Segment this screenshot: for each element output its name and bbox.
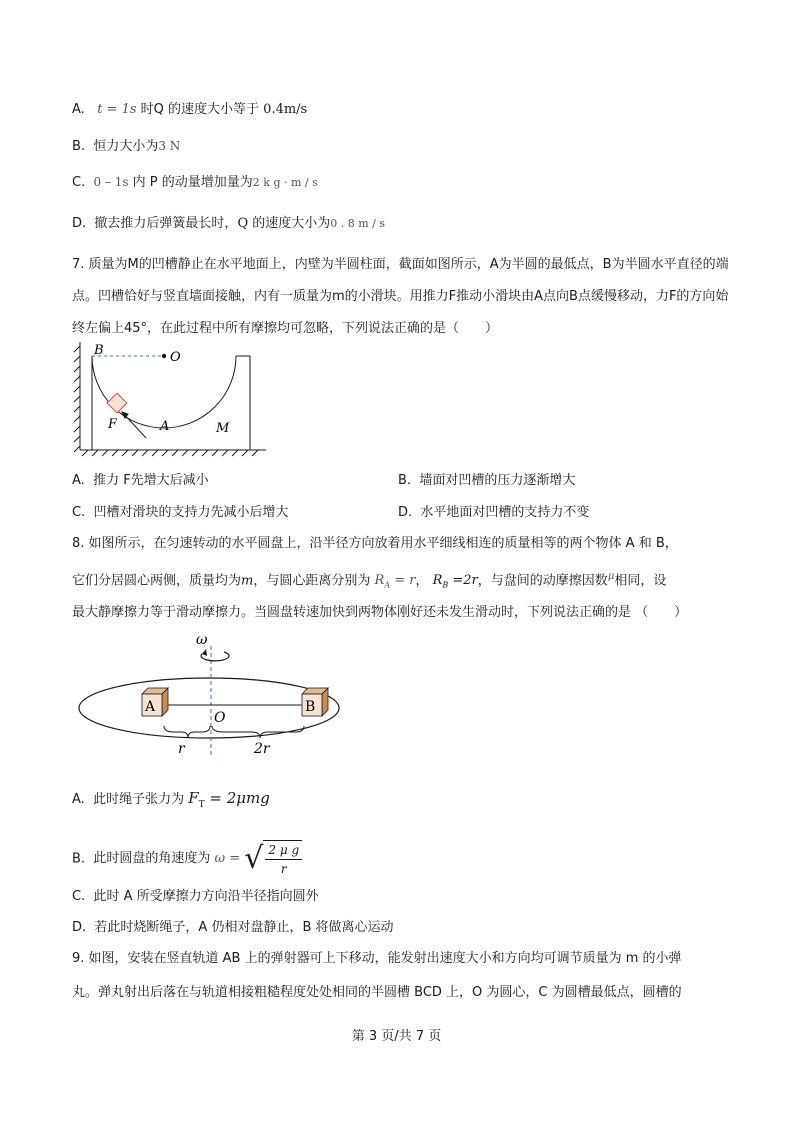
q7-label-f: F [108, 417, 118, 432]
q8-figure [78, 630, 348, 760]
q7-label-a: A [160, 419, 170, 434]
q8-label-b: B [305, 699, 316, 715]
q8-option-d: D. 若此时烧断绳子，A 仍相对盘静止，B 将做离心运动 [72, 920, 394, 935]
q7-option-c: C. 凹槽对滑块的支持力先减小后增大 [72, 505, 289, 520]
q8-stem-line2: 它们分居圆心两侧，质量均为m，与圆心距离分别为 $R_A = r$， $R_B =2r$，与盘间的动摩擦因数$^\mu$相同，设 [72, 571, 667, 590]
q8-stem-line1: 8. 如图所示，在匀速转动的水平圆盘上，沿半径方向放着用水平细线相连的质量相等的两个物体 A 和 B， [72, 536, 678, 551]
q6-option-d-value: 0 . 8 m / s [330, 217, 386, 230]
q8-option-a: A. 此时绳子张力为 $F_T = 2\mu mg$ [72, 789, 270, 810]
q7-option-d: D. 水平地面对凹槽的支持力不变 [398, 505, 590, 520]
q6-option-a: A. t = 1s 时Q 的速度大小等于 0.4m/s [72, 102, 308, 117]
q9-stem-line1: 9. 如图，安装在竖直轨道 AB 上的弹射器可上下移动，能发射出速度大小和方向均可调节质量为 m 的小弹 [72, 951, 682, 966]
q7-option-b: B. 墙面对凹槽的压力逐渐增大 [398, 473, 576, 488]
q8-option-c: C. 此时 A 所受摩擦力方向沿半径指向圆外 [72, 889, 319, 904]
q7-stem: 7. 质量为M的凹槽静止在水平地面上，内壁为半圆柱面，截面如图所示，A为半圆的最低点，B为半圆水平直径的端点。凹槽恰好与竖直墙面接触，内有一质量为m的小滑块。用推力F推动小滑块由A点向B点缓慢移动，力F的方向始终左偏上45°，在此过程中所有摩擦均可忽略，下列说法正确的是（ ） [72, 257, 729, 336]
q6-option-b: B. 恒力大小为3 N [72, 139, 181, 154]
q7-figure [70, 340, 280, 458]
q7-option-a: A. 推力 F先增大后减小 [72, 473, 209, 488]
q8-option-b: B. 此时圆盘的角速度为 ω = √ $\frac{\text{2 μ g}}{r}$ [72, 840, 302, 878]
q8-label-r: r [178, 741, 185, 757]
q7-label-b: B [94, 343, 104, 358]
q7-label-o: O [170, 350, 181, 365]
q6-option-c: C. 0 – 1s 内 P 的动量增加量为2 k g · m / s [72, 175, 318, 190]
q9-stem-line2: 丸。弹丸射出后落在与轨道相接粗糙程度处处相同的半圆槽 BCD 上，O 为圆心，C 为圆槽最低点，圆槽的 [72, 985, 682, 1000]
q6-option-d: D. 撤去推力后弹簧最长时，Q 的速度大小为0 . 8 m / s [72, 216, 386, 231]
q8-label-o: O [214, 710, 226, 726]
page-footer: 第 3 页/共 7 页 [351, 1029, 442, 1044]
q8-label-a: A [145, 699, 156, 715]
q8-label-2r: 2r [254, 741, 270, 757]
q6-option-a-math: t = 1s [97, 102, 137, 117]
q6-option-a-value: 0.4m/s [263, 102, 308, 117]
q8-option-b-formula: √ $\frac{\text{2 μ g}}{r}$ [244, 840, 302, 878]
q7-label-m: M [216, 421, 230, 436]
q8-stem-line3: 最大静摩擦力等于滑动摩擦力。当圆盘转速加快到两物体刚好还未发生滑动时，下列说法正确的是 （ ） [72, 605, 688, 620]
q6-option-c-value: 2 k g · m / s [252, 176, 318, 189]
q8-label-omega: ω [196, 632, 208, 648]
q6-option-b-value: 3 N [158, 139, 181, 153]
